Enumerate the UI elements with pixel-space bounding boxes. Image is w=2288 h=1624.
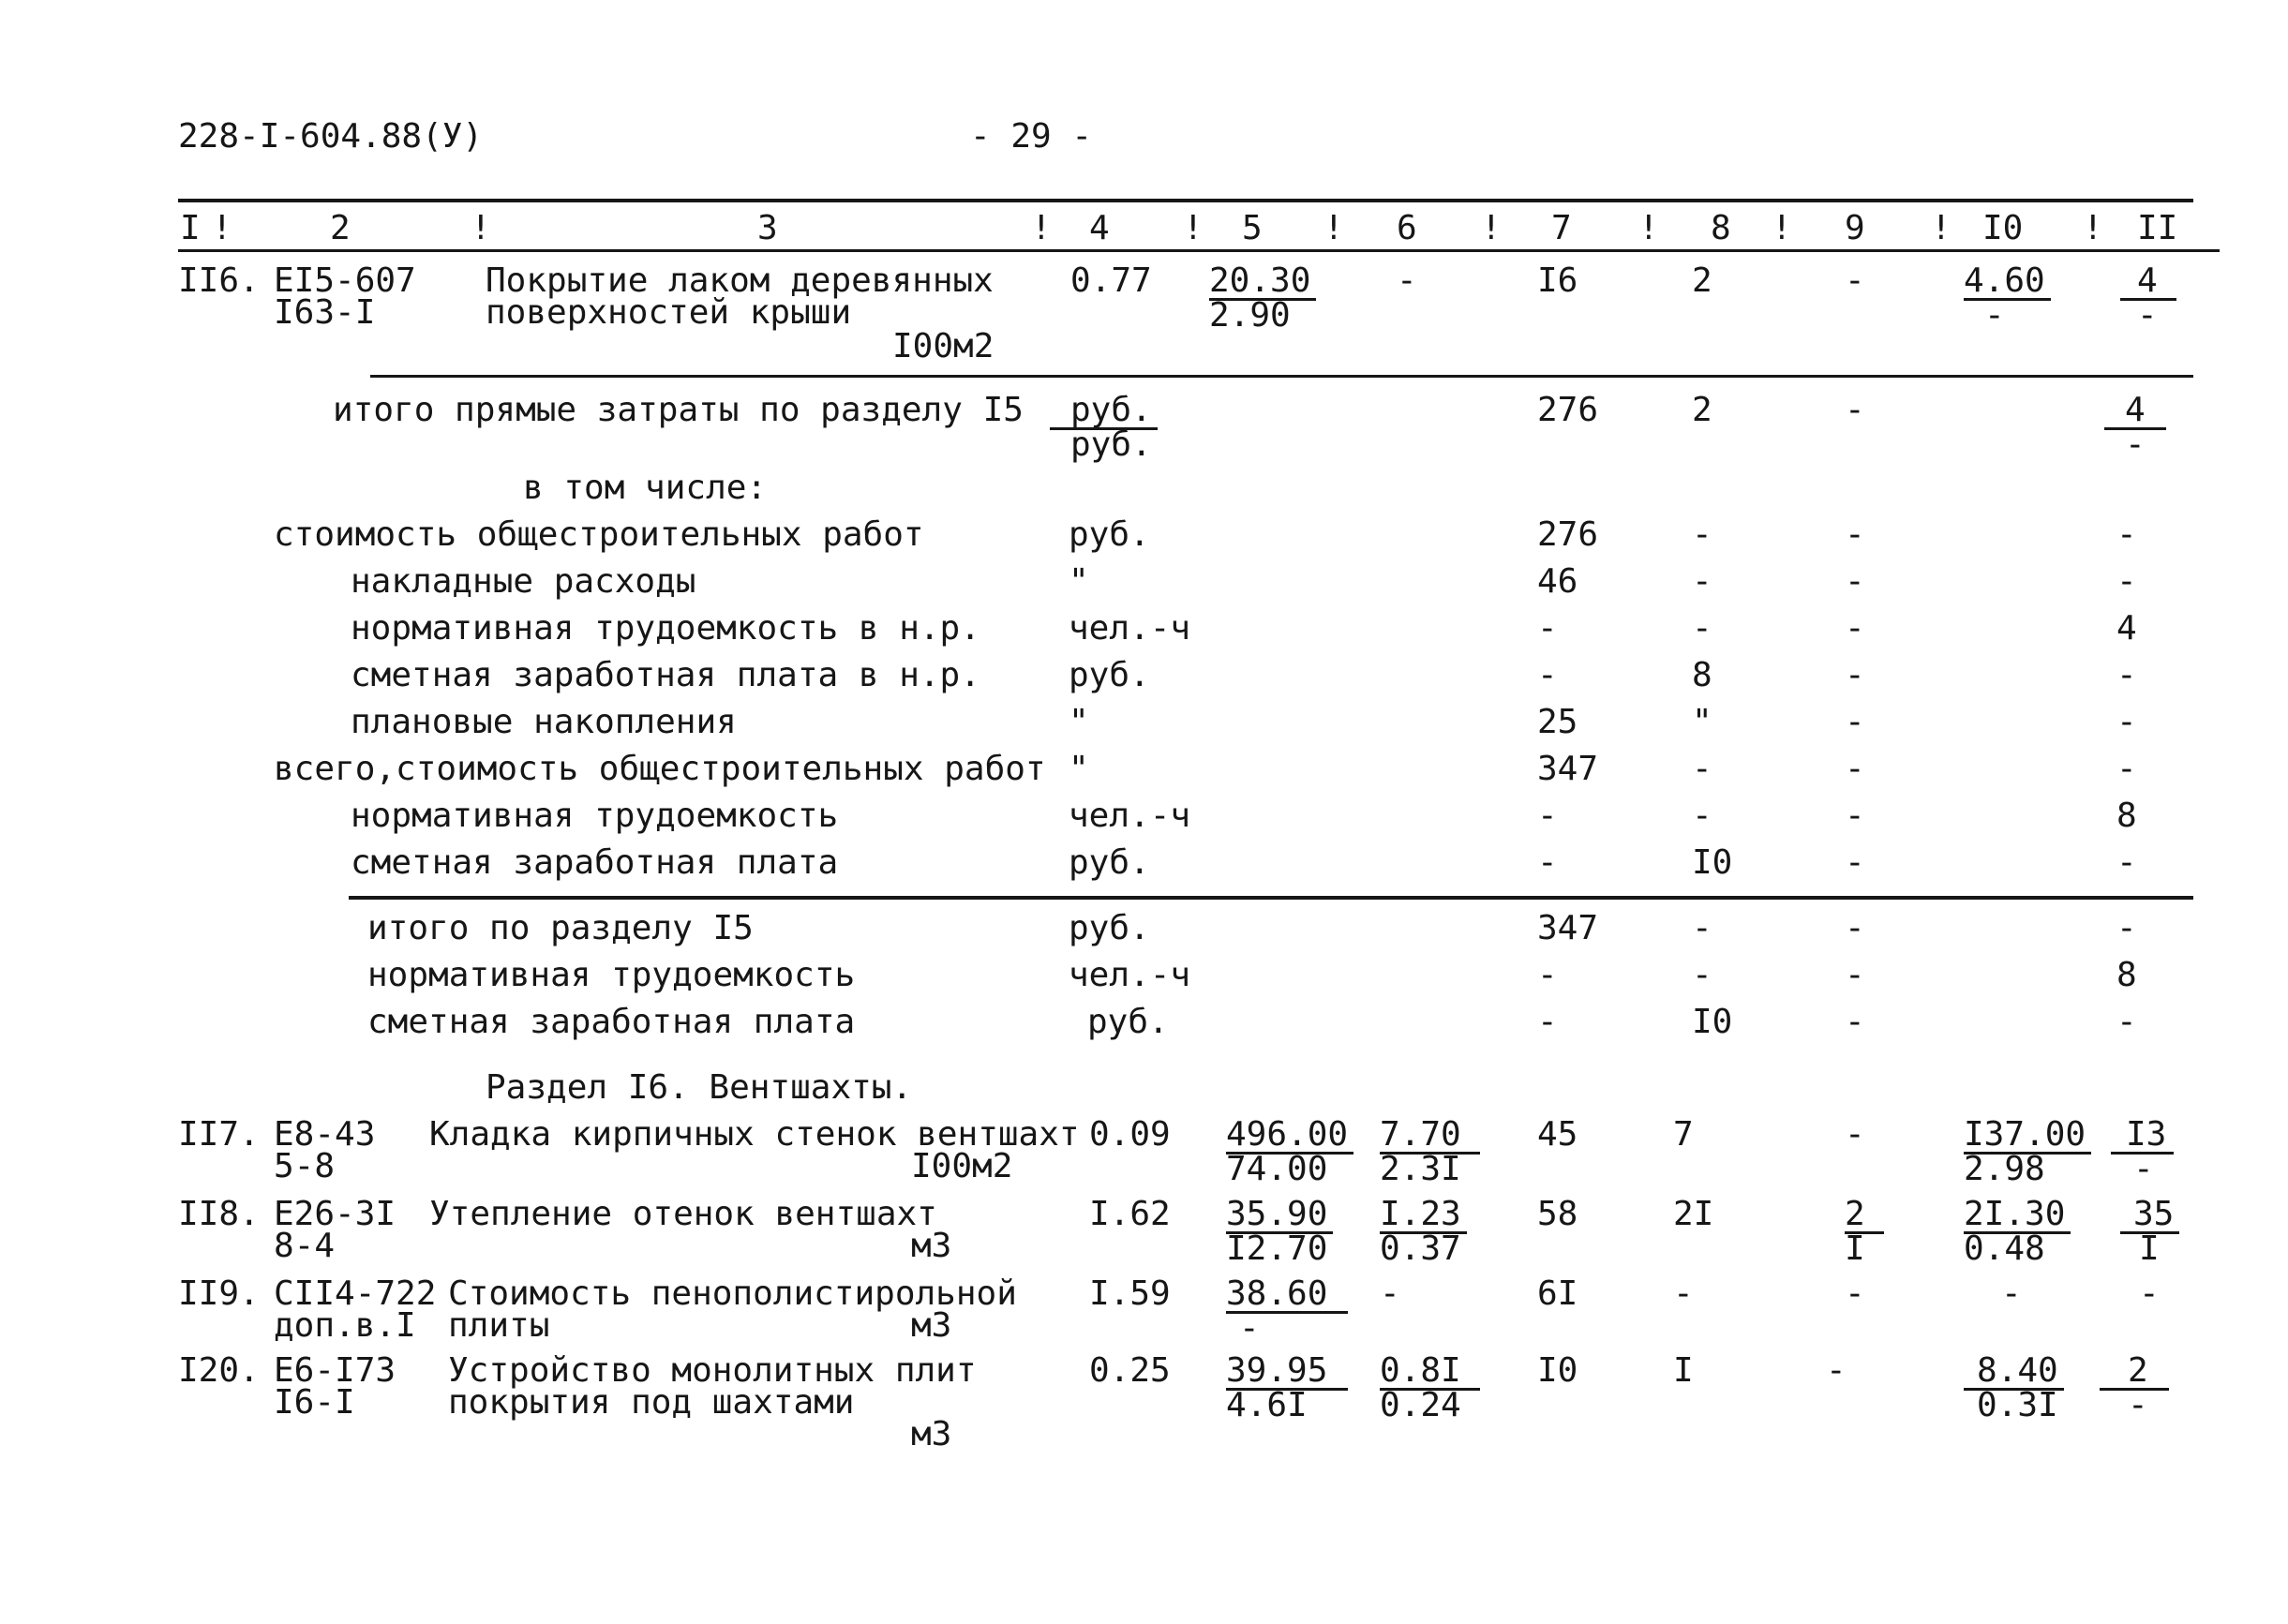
cell-col6: - xyxy=(1380,1274,1400,1313)
cell-col9: - xyxy=(1845,391,1865,429)
cell-col9: - xyxy=(1845,843,1865,882)
section-total-label: нормативная трудоемкость xyxy=(367,956,856,994)
cell-col10 xyxy=(1964,261,2051,335)
row-description: Утепление отенок вентшахт xyxy=(429,1195,937,1233)
cell-col6-top: 7.70 xyxy=(1380,1118,1480,1155)
summary-label: стоимость общестроительных работ xyxy=(274,515,924,554)
cell-col5-top: 38.60 xyxy=(1226,1277,1348,1314)
col-header-6: 6 xyxy=(1397,209,1417,247)
cell-col7: 45 xyxy=(1537,1115,1578,1154)
section-total-unit: руб. xyxy=(1069,909,1150,947)
summary-label: нормативная трудоемкость xyxy=(351,797,839,835)
cell-col5-top: 496.00 xyxy=(1226,1118,1353,1155)
cell-col10-top: 8.40 xyxy=(1964,1354,2064,1391)
cell-col5-top: 20.30 xyxy=(1209,264,1316,301)
cell-col11: - xyxy=(2116,750,2137,788)
row-rule xyxy=(370,375,2193,378)
summary-rule xyxy=(349,896,2193,900)
cell-col11 xyxy=(2104,391,2166,464)
cell-col9: - xyxy=(1845,1003,1865,1041)
cell-col5-bottom: - xyxy=(1239,1309,1260,1348)
summary-label: накладные расходы xyxy=(351,562,696,601)
cell-col5 xyxy=(1226,1115,1353,1188)
cell-col10-top: I37.00 xyxy=(1964,1118,2091,1155)
cell-col9: - xyxy=(1845,656,1865,694)
section-total-unit: чел.-ч xyxy=(1069,956,1191,994)
cell-col9: - xyxy=(1845,750,1865,788)
cell-col8: - xyxy=(1692,797,1712,835)
row-unit: I00м2 xyxy=(911,1147,1013,1185)
row-description: Кладка кирпичных стенок вентшахт xyxy=(429,1115,1080,1154)
summary-unit: руб. xyxy=(1069,843,1150,882)
doc-code: 228-I-604.88(У) xyxy=(178,117,484,156)
cell-col7: 347 xyxy=(1537,909,1599,947)
cell-col6-bottom: 2.3I xyxy=(1380,1150,1461,1188)
cell-col4: 0.25 xyxy=(1089,1351,1171,1390)
cell-col11 xyxy=(2120,261,2176,335)
row-code: E6-I73 xyxy=(274,1351,396,1390)
cell-col7: 347 xyxy=(1537,750,1599,788)
cell-col7: 25 xyxy=(1537,703,1578,741)
cell-col9: - xyxy=(1845,1115,1865,1154)
cell-col8: I0 xyxy=(1692,843,1733,882)
cell-col11: - xyxy=(2116,656,2137,694)
cell-col8: - xyxy=(1692,515,1712,554)
col-sep: ! xyxy=(212,209,232,247)
section-total-label: сметная заработная плата xyxy=(367,1003,856,1041)
cell-col8: " xyxy=(1692,703,1712,741)
cell-col7: - xyxy=(1537,843,1558,882)
row-code-2: 5-8 xyxy=(274,1147,336,1185)
row-description-2: поверхностей крыши xyxy=(486,293,852,332)
cell-col11-top: 2 xyxy=(2100,1354,2169,1391)
cell-col8: - xyxy=(1673,1274,1694,1313)
cell-col11: 8 xyxy=(2116,797,2137,835)
table-top-rule xyxy=(178,199,2193,202)
cell-col6-bottom: 0.37 xyxy=(1380,1229,1461,1268)
cell-col9: - xyxy=(1826,1351,1847,1390)
row-description: Покрытие лаком деревянных xyxy=(486,261,994,300)
cell-col5 xyxy=(1226,1351,1348,1424)
cell-col7: 58 xyxy=(1537,1195,1578,1233)
row-number: I20. xyxy=(178,1351,260,1390)
row-unit: м3 xyxy=(911,1227,952,1265)
cell-col11: - xyxy=(2116,562,2137,601)
section-total-unit: руб. xyxy=(1087,1003,1169,1041)
row-description: Стоимость пенополистирольной xyxy=(448,1274,1017,1313)
row-code: E26-3I xyxy=(274,1195,396,1233)
cell-col5-bottom: 4.6I xyxy=(1226,1386,1308,1424)
cell-col6-bottom: 0.24 xyxy=(1380,1386,1461,1424)
cell-col9-top: 2 xyxy=(1845,1198,1884,1234)
cell-col10-top: 2I.30 xyxy=(1964,1198,2071,1234)
cell-col8: 2 xyxy=(1692,261,1712,300)
cell-col6-top: 0.8I xyxy=(1380,1354,1480,1391)
col-sep: ! xyxy=(1481,209,1502,247)
cell-col11-bottom: - xyxy=(2125,425,2146,464)
cell-col6: - xyxy=(1397,261,1417,300)
cell-col9-bottom: I xyxy=(1845,1229,1865,1268)
cell-col5-bottom: 2.90 xyxy=(1209,296,1291,335)
summary-unit: руб. xyxy=(1069,656,1150,694)
cell-col11-top: 4 xyxy=(2104,394,2166,430)
cell-col11: - xyxy=(2116,703,2137,741)
cell-col7: I0 xyxy=(1537,1351,1578,1390)
col-sep: ! xyxy=(1031,209,1052,247)
cell-col11: - xyxy=(2116,843,2137,882)
col-header-9: 9 xyxy=(1845,209,1865,247)
summary-label: плановые накопления xyxy=(351,703,737,741)
cell-col11-top: 4 xyxy=(2120,264,2176,301)
cell-col5 xyxy=(1209,261,1316,335)
cell-col11: 4 xyxy=(2116,609,2137,648)
row-number: II6. xyxy=(178,261,260,300)
cell-col11-top: 35 xyxy=(2120,1198,2179,1234)
row-unit: I00м2 xyxy=(892,327,994,365)
cell-col11: - xyxy=(2116,515,2137,554)
row-code: EI5-607 xyxy=(274,261,416,300)
cell-col11-bottom: - xyxy=(2137,296,2158,335)
summary-unit: " xyxy=(1069,703,1089,741)
col-sep: ! xyxy=(1638,209,1659,247)
cell-col8: 2I xyxy=(1673,1195,1714,1233)
cell-col11-bottom: - xyxy=(2128,1386,2148,1424)
cell-col7: 276 xyxy=(1537,515,1599,554)
section-total-label: итого по разделу I5 xyxy=(367,909,754,947)
cell-col10 xyxy=(1964,1115,2091,1188)
cell-col9: - xyxy=(1845,956,1865,994)
cell-col11-bottom: - xyxy=(2133,1150,2154,1188)
cell-col11: - xyxy=(2116,909,2137,947)
total-unit xyxy=(1050,391,1158,464)
cell-col10-top: 4.60 xyxy=(1964,264,2051,301)
cell-col9: - xyxy=(1845,515,1865,554)
summary-unit: " xyxy=(1069,750,1089,788)
cell-col10 xyxy=(1964,1195,2071,1268)
row-number: II8. xyxy=(178,1195,260,1233)
row-description-2: покрытия под шахтами xyxy=(448,1383,855,1422)
cell-col6 xyxy=(1380,1115,1480,1188)
row-code: CII4-722 xyxy=(274,1274,437,1313)
cell-col10-bottom: 0.3I xyxy=(1977,1386,2058,1424)
cell-col9: - xyxy=(1845,909,1865,947)
cell-col10-bottom: - xyxy=(1984,296,2005,335)
cell-col9: - xyxy=(1845,1274,1865,1313)
cell-col10 xyxy=(1964,1351,2064,1424)
cell-col9: - xyxy=(1845,562,1865,601)
cell-col4: I.59 xyxy=(1089,1274,1171,1313)
total-unit-bottom: руб. xyxy=(1070,425,1152,464)
col-sep: ! xyxy=(471,209,491,247)
cell-col9: - xyxy=(1845,609,1865,648)
cell-col11: - xyxy=(2139,1274,2160,1313)
cell-col8: I xyxy=(1673,1351,1694,1390)
column-header-rule xyxy=(178,249,2220,252)
cell-col7: - xyxy=(1537,656,1558,694)
cell-col8: 8 xyxy=(1692,656,1712,694)
row-code-2: доп.в.I xyxy=(274,1306,416,1345)
total-unit-top: руб. xyxy=(1050,394,1158,430)
cell-col11-top: I3 xyxy=(2111,1118,2174,1155)
summary-label: сметная заработная плата xyxy=(351,843,839,882)
row-unit: м3 xyxy=(911,1306,952,1345)
cell-col6 xyxy=(1380,1195,1467,1268)
cell-col8: - xyxy=(1692,609,1712,648)
cell-col11 xyxy=(2120,1195,2179,1268)
cell-col8: - xyxy=(1692,909,1712,947)
page-number: - 29 - xyxy=(970,117,1093,156)
summary-unit: чел.-ч xyxy=(1069,797,1191,835)
summary-unit: чел.-ч xyxy=(1069,609,1191,648)
cell-col6 xyxy=(1380,1351,1480,1424)
cell-col4: 0.77 xyxy=(1070,261,1152,300)
cell-col8: - xyxy=(1692,956,1712,994)
col-sep: ! xyxy=(1772,209,1792,247)
summary-unit: " xyxy=(1069,562,1089,601)
cell-col10-bottom: 2.98 xyxy=(1964,1150,2045,1188)
cell-col5-top: 39.95 xyxy=(1226,1354,1348,1391)
cell-col5-bottom: 74.00 xyxy=(1226,1150,1328,1188)
summary-unit: руб. xyxy=(1069,515,1150,554)
cell-col4: I.62 xyxy=(1089,1195,1171,1233)
cell-col10-bottom: 0.48 xyxy=(1964,1229,2045,1268)
cell-col9: - xyxy=(1845,797,1865,835)
col-header-1: I xyxy=(180,209,201,247)
row-unit: м3 xyxy=(911,1415,952,1453)
cell-col5 xyxy=(1226,1195,1333,1268)
cell-col7: - xyxy=(1537,1003,1558,1041)
col-header-2: 2 xyxy=(330,209,351,247)
cell-col7: 46 xyxy=(1537,562,1578,601)
row-description-2: плиты xyxy=(448,1306,550,1345)
summary-label: всего,стоимость общестроительных работ xyxy=(274,750,1046,788)
col-header-5: 5 xyxy=(1242,209,1263,247)
cell-col11: - xyxy=(2116,1003,2137,1041)
section-title: Раздел I6. Вентшахты. xyxy=(486,1068,913,1107)
col-sep: ! xyxy=(1183,209,1204,247)
col-header-4: 4 xyxy=(1089,209,1110,247)
row-code-2: I63-I xyxy=(274,293,376,332)
cell-col7: I6 xyxy=(1537,261,1578,300)
cell-col7: - xyxy=(1537,797,1558,835)
cell-col9: - xyxy=(1845,703,1865,741)
cell-col6-top: I.23 xyxy=(1380,1198,1467,1234)
cell-col11 xyxy=(2111,1115,2174,1188)
cell-col5 xyxy=(1226,1274,1348,1348)
cell-col8: - xyxy=(1692,750,1712,788)
col-header-3: 3 xyxy=(757,209,778,247)
col-sep: ! xyxy=(1323,209,1344,247)
col-header-7: 7 xyxy=(1551,209,1572,247)
cell-col8: I0 xyxy=(1692,1003,1733,1041)
cell-col7: 6I xyxy=(1537,1274,1578,1313)
cell-col7: - xyxy=(1537,956,1558,994)
summary-label: сметная заработная плата в н.р. xyxy=(351,656,980,694)
including-label: в том числе: xyxy=(523,469,768,507)
cell-col4: 0.09 xyxy=(1089,1115,1171,1154)
cell-col7: 276 xyxy=(1537,391,1599,429)
cell-col9 xyxy=(1845,1195,1884,1268)
row-number: II7. xyxy=(178,1115,260,1154)
cell-col5-bottom: I2.70 xyxy=(1226,1229,1328,1268)
cell-col5-top: 35.90 xyxy=(1226,1198,1333,1234)
row-code-2: 8-4 xyxy=(274,1227,336,1265)
row-number: II9. xyxy=(178,1274,260,1313)
total-label: итого прямые затраты по разделу I5 xyxy=(333,391,1024,429)
col-sep: ! xyxy=(1931,209,1952,247)
col-sep: ! xyxy=(2083,209,2103,247)
col-header-11: II xyxy=(2137,209,2178,247)
cell-col10: - xyxy=(2001,1274,2022,1313)
col-header-10: I0 xyxy=(1982,209,2024,247)
row-code-2: I6-I xyxy=(274,1383,355,1422)
cell-col11: 8 xyxy=(2116,956,2137,994)
cell-col11 xyxy=(2100,1351,2169,1424)
cell-col8: - xyxy=(1692,562,1712,601)
cell-col9: - xyxy=(1845,261,1865,300)
row-code: E8-43 xyxy=(274,1115,376,1154)
summary-label: нормативная трудоемкость в н.р. xyxy=(351,609,980,648)
cell-col8: 2 xyxy=(1692,391,1712,429)
cell-col7: - xyxy=(1537,609,1558,648)
cell-col11-bottom: I xyxy=(2139,1229,2160,1268)
col-header-8: 8 xyxy=(1711,209,1731,247)
cell-col8: 7 xyxy=(1673,1115,1694,1154)
row-description: Устройство монолитных плит xyxy=(448,1351,977,1390)
